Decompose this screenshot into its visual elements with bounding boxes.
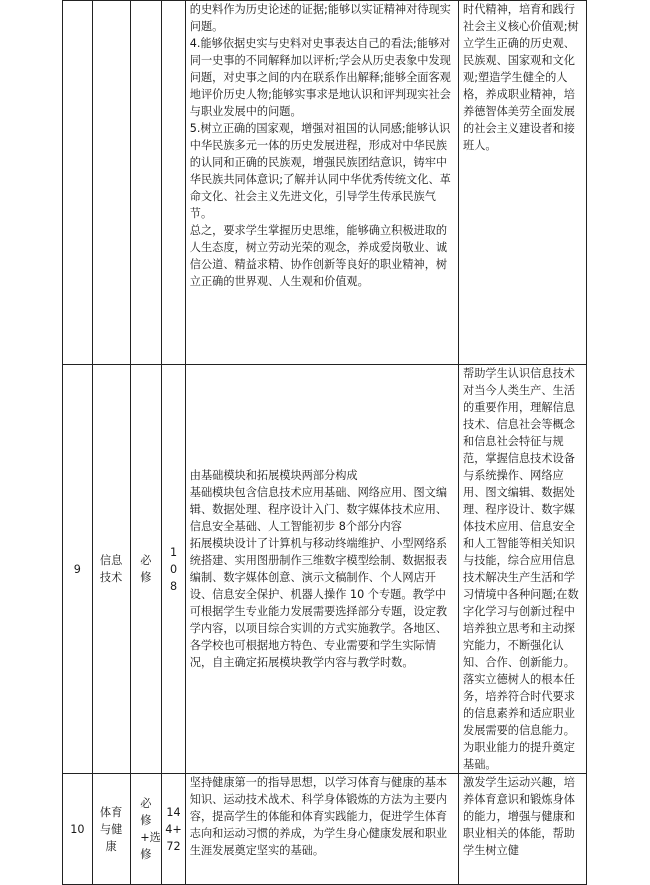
course-content bbox=[185, 774, 458, 885]
content-paragraph: 由基础模块和拓展模块两部分构成 bbox=[189, 469, 358, 482]
content-paragraph: 坚持健康第一的指导思想，以学习体育与健康的基本知识、运动技术战术、科学身体锻炼的方法为主要内容，提高学生的体能和体育实践能力，促进学生体育志向和运动习惯的养成，为学生身心健康发展和职业生涯发展奠定坚实的基础。 bbox=[189, 776, 448, 857]
table-row bbox=[63, 774, 587, 885]
course-type bbox=[130, 774, 162, 885]
course-goal bbox=[459, 1, 587, 365]
row-number: 10 bbox=[63, 774, 93, 885]
course-name bbox=[92, 774, 130, 885]
course-name-text: 体育与健康 bbox=[99, 805, 123, 853]
table-row bbox=[63, 365, 587, 774]
content-paragraph: 总之，要求学生掌握历史思维，能够确立积极进取的人生态度，树立劳动光荣的观念，养成爱岗敬业、诚信公道、精益求精、协作创新等良好的职业精神，树立正确的世界观、人生观和价值观。 bbox=[189, 224, 448, 288]
goal-text: 帮助学生认识信息技术对当今人类生产、生活的重要作用，理解信息技术、信息社会等概念和信息社会特征与规范，掌握信息技术设备与系统操作、网络应用、图文编辑、数据处理、程序设计、数字媒体技术应用、信息安全和人工智能等相关知识与技能，综合应用信息技术解决生产生活和学习情境中各种问题;在数字化学习与创新过程中培养独立思考和主动探究能力，不断强化认知、合作、创新能力。落实立德树人的根本任务，培养符合时代要求的信息素养和适应职业发展需要的信息能力。为职业能力的提升奠定基础。 bbox=[463, 367, 579, 771]
course-name bbox=[92, 1, 130, 365]
course-content bbox=[185, 365, 458, 774]
course-type bbox=[130, 1, 162, 365]
course-type-text: 必修+选修 bbox=[140, 797, 161, 861]
course-hours-text: 108 bbox=[169, 545, 178, 593]
course-hours-text: 144+72 bbox=[165, 805, 182, 853]
course-hours bbox=[162, 774, 186, 885]
content-paragraph: 4.能够依据史实与史料对史事表达自己的看法;能够对同一史事的不同解释加以评析;学会从历史表象中发现问题，对史事之间的内在联系作出解释;能够全面客观地评价历史人物;能够实事求是地认识和评判现实社会与职业发展中的问题。 bbox=[189, 37, 451, 118]
course-goal bbox=[459, 774, 587, 885]
course-hours bbox=[162, 1, 186, 365]
row-number: 9 bbox=[63, 365, 93, 774]
course-type bbox=[130, 365, 162, 774]
goal-text: 激发学生运动兴趣，培养体育意识和锻炼身体的能力，增强与健康和职业相关的体能，帮助学生树立健 bbox=[463, 776, 575, 857]
course-type-text: 必修 bbox=[140, 554, 152, 584]
row-number bbox=[63, 1, 93, 365]
course-goal bbox=[459, 365, 587, 774]
content-paragraph: 基础模块包含信息技术应用基础、网络应用、图文编辑、数据处理、程序设计入门、数字媒体技术应用、信息安全基础、人工智能初步 8个部分内容 bbox=[189, 486, 448, 533]
table-row bbox=[63, 1, 587, 365]
goal-text: 时代精神，培育和践行社会主义核心价值观;树立学生正确的历史观、民族观、国家观和文化观;塑造学生健全的人格，养成职业精神，培养德智体美劳全面发展的社会主义建设者和接班人。 bbox=[463, 3, 579, 152]
content-paragraph: 拓展模块设计了计算机与移动终端维护、小型网络系统搭建、实用图册制作三维数字模型绘制、数据报表编制、数字媒体创意、演示文稿制作、个人网店开设、信息安全保护、机器人操作 10 个专题。教学中可根据学生专业能力发展需要选择部分专题，设定教学内容，以项目综合实训的方式实施教学。各地区、各学校也可根据地方特色、专业需要和学生实际情况，自主确定拓展模块教学内容与教学时数。 bbox=[189, 537, 448, 669]
course-name-text: 信息技术 bbox=[99, 554, 123, 584]
course-table bbox=[62, 0, 587, 885]
content-paragraph: 5.树立正确的国家观，增强对祖国的认同感;能够认识中华民族多元一体的历史发展进程，形成对中华民族的认同和正确的民族观，增强民族团结意识，铸牢中华民族共同体意识;了解并认同中华优秀传统文化、革命文化、社会主义先进文化，引导学生传承民族气节。 bbox=[189, 122, 451, 220]
course-name bbox=[92, 365, 130, 774]
content-paragraph: 的史料作为历史论述的证据;能够以实证精神对待现实问题。 bbox=[189, 3, 451, 33]
course-content bbox=[185, 1, 458, 365]
course-hours bbox=[162, 365, 186, 774]
